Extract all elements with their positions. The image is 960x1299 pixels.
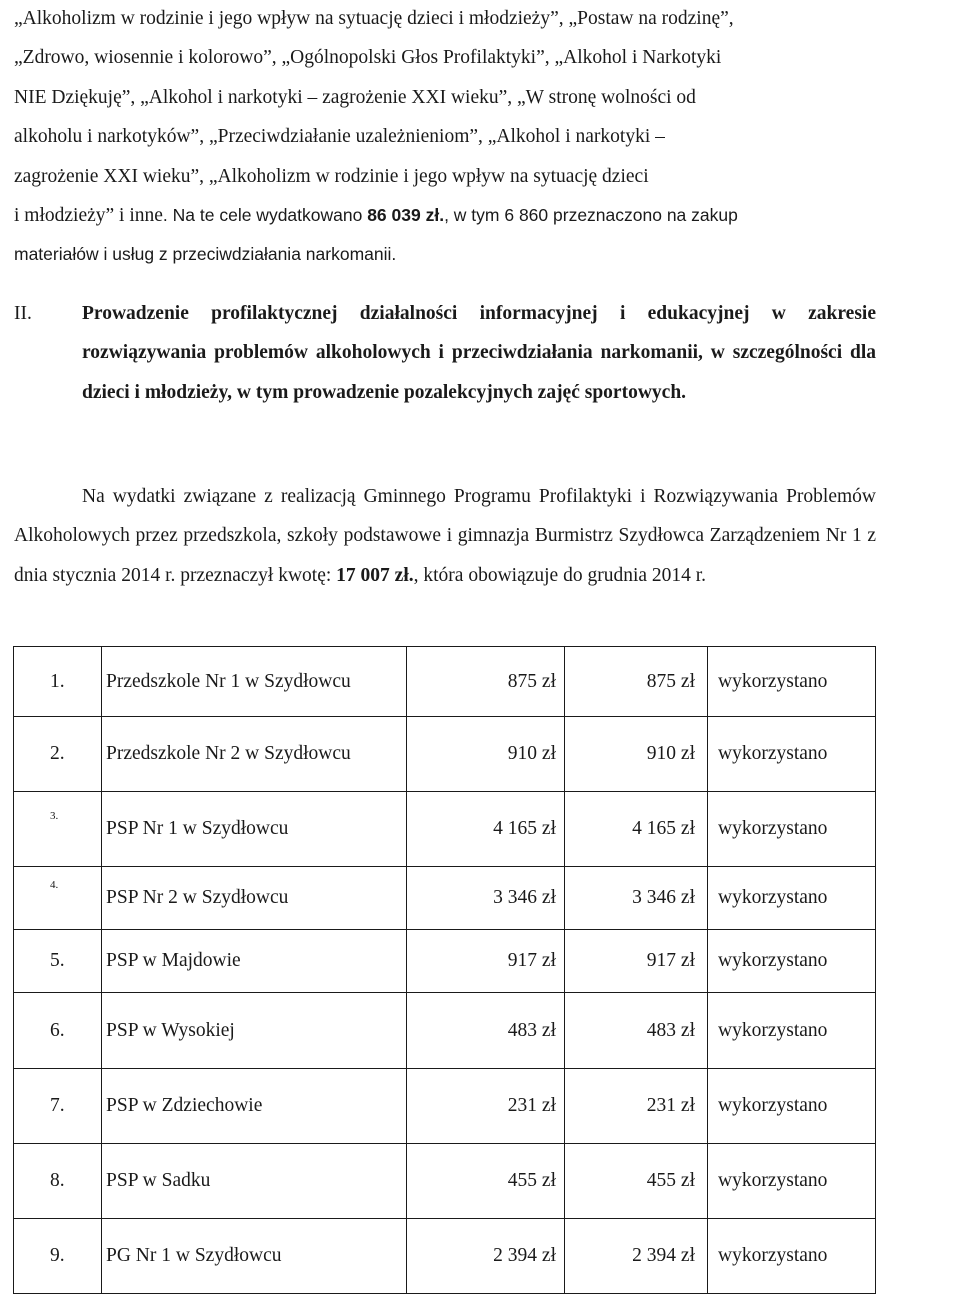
row-number: 5. xyxy=(14,930,102,993)
table-row xyxy=(14,792,876,867)
table-row xyxy=(14,1144,876,1219)
row-amount-planned: 875 zł xyxy=(407,647,565,717)
funding-text-b: , która obowiązuje do grudnia 2014 r. xyxy=(413,564,707,586)
row-institution: PSP w Majdowie xyxy=(102,930,407,993)
row-amount-spent: 917 zł xyxy=(565,930,708,993)
row-amount-planned: 231 zł xyxy=(407,1069,565,1144)
intro-line-2: „Zdrowo, wiosennie i kolorowo”, „Ogólnopolski Głos Profilaktyki”, „Alkohol i Narkotyki xyxy=(14,47,722,69)
row-amount-planned: 483 zł xyxy=(407,993,565,1069)
intro-line-4: alkoholu i narkotyków”, „Przeciwdziałanie uzależnieniom”, „Alkohol i narkotyki – xyxy=(14,126,665,148)
intro-line-7: materiałów i usług z przeciwdziałania narkomanii. xyxy=(14,244,397,265)
row-amount-planned: 3 346 zł xyxy=(407,867,565,930)
table-row xyxy=(14,717,876,792)
intro-line-5: zagrożenie XXI wieku”, „Alkoholizm w rodzinie i jego wpływ na sytuację dzieci xyxy=(14,165,649,187)
row-status: wykorzystano xyxy=(708,993,876,1069)
row-number: 2. xyxy=(14,717,102,792)
row-amount-planned: 917 zł xyxy=(407,930,565,993)
row-amount-planned: 455 zł xyxy=(407,1144,565,1219)
table-row xyxy=(14,647,876,717)
row-status: wykorzystano xyxy=(708,867,876,930)
intro-amount: 86 039 zł. xyxy=(367,205,445,226)
section-heading: Prowadzenie profilaktycznej działalności informacyjnej i edukacyjnej w zakresie rozwiązywania problemów alkoholowych i przeciwdziałania narkomanii, w szczególności dla dzieci i młodzieży, w tym prowadzenie pozalekcyjnych zajęć sportowych. xyxy=(82,303,876,403)
row-institution: PG Nr 1 w Szydłowcu xyxy=(102,1219,407,1294)
funding-amount: 17 007 zł. xyxy=(336,564,414,586)
allocation-table-body xyxy=(14,647,876,1294)
row-status: wykorzystano xyxy=(708,717,876,792)
row-institution: PSP Nr 1 w Szydłowcu xyxy=(102,792,407,867)
row-amount-spent: 2 394 zł xyxy=(565,1219,708,1294)
row-amount-spent: 3 346 zł xyxy=(565,867,708,930)
row-status: wykorzystano xyxy=(708,930,876,993)
row-number xyxy=(14,867,102,930)
allocation-table xyxy=(13,646,876,1294)
table-row xyxy=(14,1219,876,1294)
intro-line-6c: , w tym 6 860 przeznaczono na zakup xyxy=(444,205,738,226)
row-status: wykorzystano xyxy=(708,1144,876,1219)
table-row xyxy=(14,930,876,993)
row-number-small: 4. xyxy=(50,879,59,891)
row-institution: PSP Nr 2 w Szydłowcu xyxy=(102,867,407,930)
row-amount-spent: 455 zł xyxy=(565,1144,708,1219)
row-number-small: 3. xyxy=(50,810,59,822)
table-row xyxy=(14,867,876,930)
row-status: wykorzystano xyxy=(708,647,876,717)
row-amount-spent: 875 zł xyxy=(565,647,708,717)
row-number: 6. xyxy=(14,993,102,1069)
row-number: 7. xyxy=(14,1069,102,1144)
funding-text-a: Na wydatki związane z realizacją Gminnego Programu Profilaktyki i Rozwiązywania Problemów Alkoholowych przez przedszkola, szkoły podstawowe i gimnazja Burmistrz Szydłowca Zarządzeniem Nr 1 z dnia stycznia 2014 r. przeznaczył kwotę: xyxy=(14,486,876,586)
row-institution: PSP w Wysokiej xyxy=(102,993,407,1069)
section-number: II. xyxy=(14,303,32,324)
row-institution: Przedszkole Nr 1 w Szydłowcu xyxy=(102,647,407,717)
row-institution: PSP w Sadku xyxy=(102,1144,407,1219)
row-amount-spent: 483 zł xyxy=(565,993,708,1069)
intro-line-6a: i młodzieży” i inne xyxy=(14,205,163,227)
intro-line-3: NIE Dziękuję”, „Alkohol i narkotyki – zagrożenie XXI wieku”, „W stronę wolności od xyxy=(14,86,696,108)
row-institution: PSP w Zdziechowie xyxy=(102,1069,407,1144)
row-number: 9. xyxy=(14,1219,102,1294)
row-number: 8. xyxy=(14,1144,102,1219)
row-number: 1. xyxy=(14,647,102,717)
row-status: wykorzystano xyxy=(708,1069,876,1144)
row-institution: Przedszkole Nr 2 w Szydłowcu xyxy=(102,717,407,792)
row-status: wykorzystano xyxy=(708,1219,876,1294)
table-row xyxy=(14,993,876,1069)
row-amount-planned: 2 394 zł xyxy=(407,1219,565,1294)
row-amount-planned: 4 165 zł xyxy=(407,792,565,867)
row-amount-spent: 4 165 zł xyxy=(565,792,708,867)
table-row xyxy=(14,1069,876,1144)
row-amount-spent: 910 zł xyxy=(565,717,708,792)
intro-line-6b: . Na te cele wydatkowano xyxy=(162,205,368,226)
row-amount-spent: 231 zł xyxy=(565,1069,708,1144)
row-status: wykorzystano xyxy=(708,792,876,867)
intro-paragraph xyxy=(14,0,876,275)
intro-line-1: „Alkoholizm w rodzinie i jego wpływ na sytuację dzieci i młodzieży”, „Postaw na rodzinę”, xyxy=(14,8,734,29)
row-amount-planned: 910 zł xyxy=(407,717,565,792)
funding-paragraph xyxy=(14,477,876,595)
row-number xyxy=(14,792,102,867)
